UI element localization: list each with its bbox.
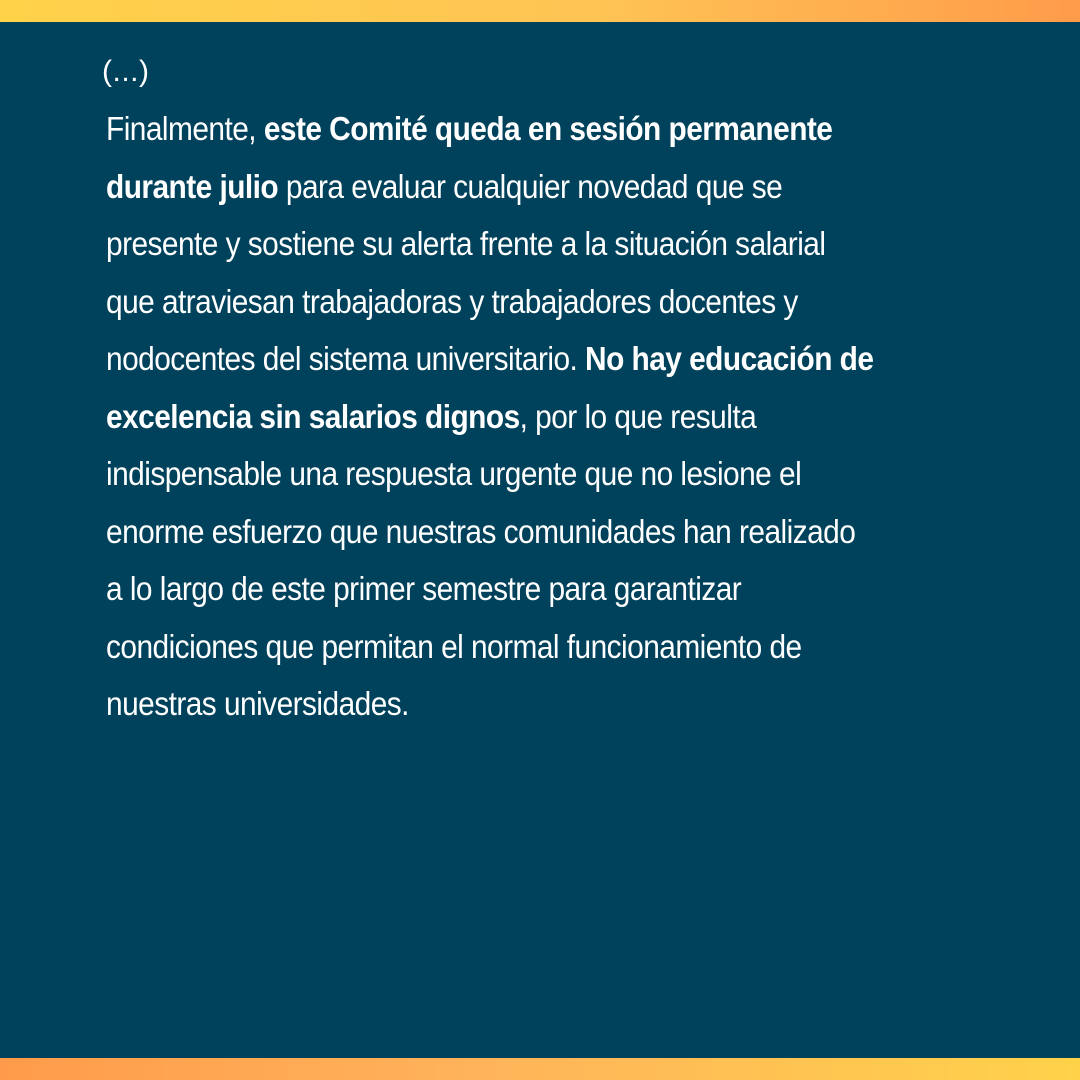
- paragraph-line: [106, 503, 921, 561]
- paragraph-line: [106, 675, 921, 733]
- statement-paragraph: [106, 100, 921, 733]
- text-segment: nuestras universidades.: [106, 685, 409, 722]
- paragraph-line: [106, 330, 921, 388]
- bottom-gradient-band: [0, 1058, 1080, 1080]
- text-segment: enorme esfuerzo que nuestras comunidades han realizado: [106, 512, 856, 550]
- text-segment: que atraviesan trabajadoras y trabajadores docentes y: [106, 282, 798, 320]
- paragraph-line: [106, 158, 921, 216]
- text-segment: condiciones que permitan el normal funcionamiento de: [106, 627, 802, 665]
- bold-text-segment: durante julio: [106, 167, 279, 205]
- top-gradient-band: [0, 0, 1080, 22]
- paragraph-line: [106, 388, 921, 446]
- paragraph-line: [106, 215, 921, 273]
- text-segment: Finalmente,: [106, 110, 264, 147]
- text-segment: , por lo que resulta: [519, 397, 757, 435]
- paragraph-line: [106, 560, 921, 618]
- text-segment: presente y sostiene su alerta frente a la situación salarial: [106, 225, 826, 262]
- bold-text-segment: excelencia sin salarios dignos: [106, 397, 520, 435]
- paragraph-line: [106, 618, 921, 676]
- paragraph-line: [106, 273, 921, 331]
- text-panel: [0, 22, 1080, 1058]
- text-segment: para evaluar cualquier novedad que se: [278, 167, 783, 205]
- text-segment: indispensable una respuesta urgente que no lesione el: [106, 455, 802, 492]
- paragraph-line: [106, 100, 921, 158]
- ellipsis-marker: (...): [102, 55, 150, 88]
- paragraph-line: [106, 445, 921, 503]
- bold-text-segment: No hay educación de: [585, 340, 874, 377]
- bold-text-segment: este Comité queda en sesión permanente: [263, 110, 833, 147]
- text-segment: nodocentes del sistema universitario.: [106, 340, 586, 377]
- text-segment: a lo largo de este primer semestre para garantizar: [106, 570, 742, 607]
